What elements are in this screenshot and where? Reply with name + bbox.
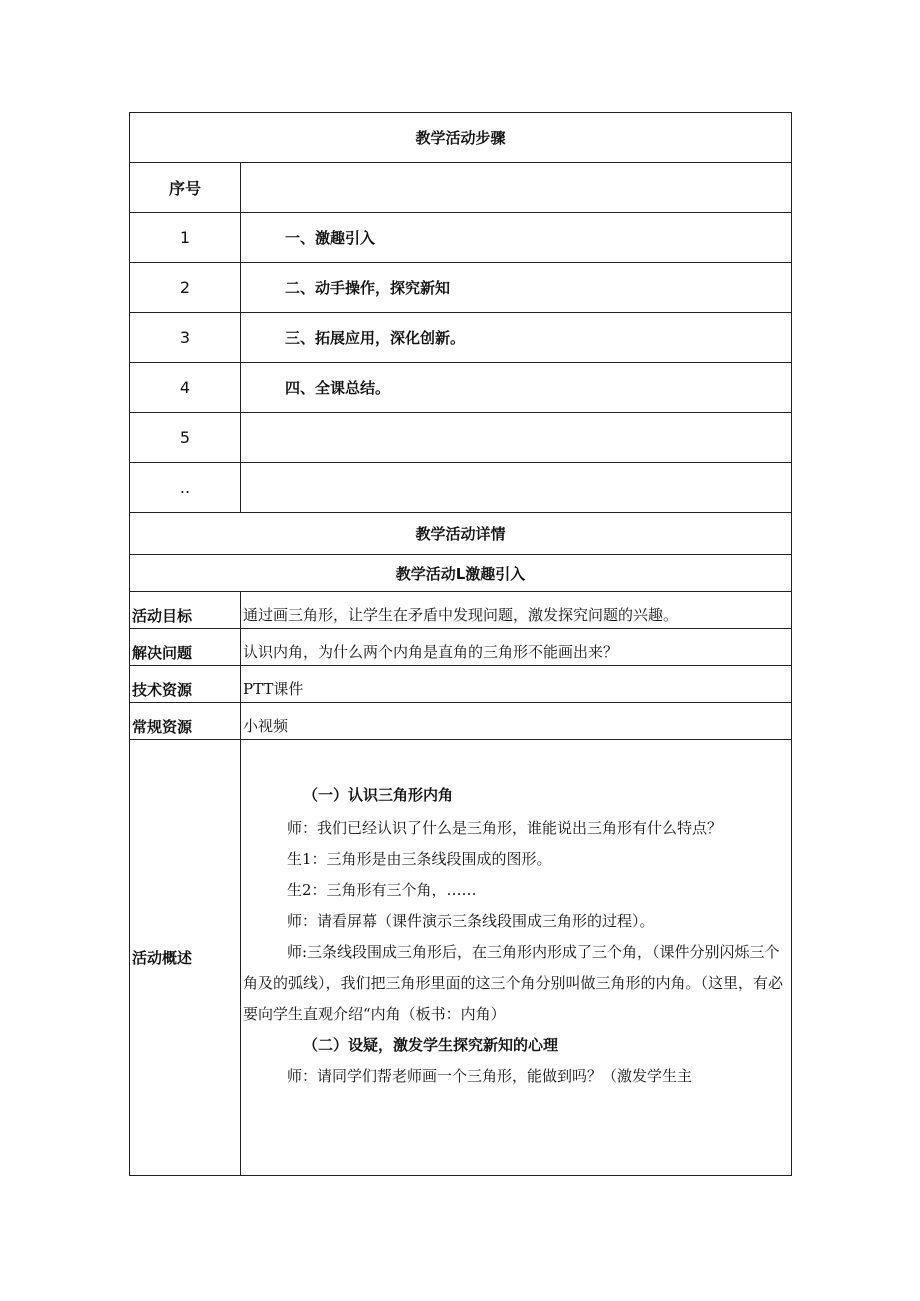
col-header-number: 序号 [130, 163, 241, 213]
steps-title: 教学活动步骤 [130, 113, 792, 163]
info-value: 认识内角，为什么两个内角是直角的三角形不能画出来？ [241, 629, 792, 666]
info-row-resource [130, 703, 792, 740]
step-number: 2 [130, 263, 241, 313]
info-value: 通过画三角形，让学生在矛盾中发现问题，激发探究问题的兴趣。 [241, 592, 792, 629]
step-text: 四、全课总结。 [241, 363, 792, 413]
col-header-empty [241, 163, 792, 213]
step-number: 4 [130, 363, 241, 413]
step-text [241, 463, 792, 513]
overview-paragraph: 生2：三角形有三个角，…… [287, 881, 477, 899]
info-row-goal [130, 592, 792, 629]
step-number: .. [130, 463, 241, 513]
step-number: 3 [130, 313, 241, 363]
step-text [241, 413, 792, 463]
info-row-tech [130, 666, 792, 703]
info-label: 常规资源 [130, 703, 241, 740]
steps-header-row [130, 163, 792, 213]
step-text: 二、动手操作，探究新知 [241, 263, 792, 313]
overview-paragraph: 师:三条线段围成三角形后，在三角形内形成了三个角，（课件分别闪烁三个角及的弧线），我们把三角形里面的这三个角分别叫做三角形的内角。（这里，有必要向学生直观介绍“内角（板书：内角） [243, 943, 784, 1023]
step-number: 1 [130, 213, 241, 263]
activity-title: 教学活动L激趣引入 [130, 555, 792, 592]
overview-heading: （一）认识三角形内角 [303, 786, 454, 804]
overview-paragraph: 师：请看屏幕（课件演示三条线段围成三角形的过程）。 [287, 912, 655, 930]
overview-paragraph: 生1：三角形是由三条线段围成的图形。 [287, 850, 552, 868]
overview-paragraph: 师：请同学们帮老师画一个三角形，能做到吗？（激发学生主 [287, 1067, 693, 1085]
info-value: 小视频 [241, 703, 792, 740]
step-row [130, 463, 792, 513]
step-text: 三、拓展应用，深化创新。 [241, 313, 792, 363]
overview-label: 活动概述 [130, 740, 241, 1176]
step-number: 5 [130, 413, 241, 463]
lesson-plan-table [129, 112, 792, 1176]
step-row [130, 263, 792, 313]
info-row-problem [130, 629, 792, 666]
info-label: 解决问题 [130, 629, 241, 666]
steps-title-row [130, 113, 792, 163]
info-label: 活动目标 [130, 592, 241, 629]
step-text: 一、激趣引入 [241, 213, 792, 263]
info-label: 技术资源 [130, 666, 241, 703]
step-row [130, 313, 792, 363]
details-title: 教学活动详情 [130, 513, 792, 555]
overview-content [241, 740, 792, 1176]
details-title-row [130, 513, 792, 555]
step-row [130, 413, 792, 463]
overview-row [130, 740, 792, 1176]
activity-title-row [130, 555, 792, 592]
overview-heading: （二）设疑，激发学生探究新知的心理 [303, 1036, 559, 1054]
overview-paragraph: 师：我们已经认识了什么是三角形，谁能说出三角形有什么特点？ [287, 819, 723, 837]
step-row [130, 363, 792, 413]
info-value: PTT课件 [241, 666, 792, 703]
step-row [130, 213, 792, 263]
